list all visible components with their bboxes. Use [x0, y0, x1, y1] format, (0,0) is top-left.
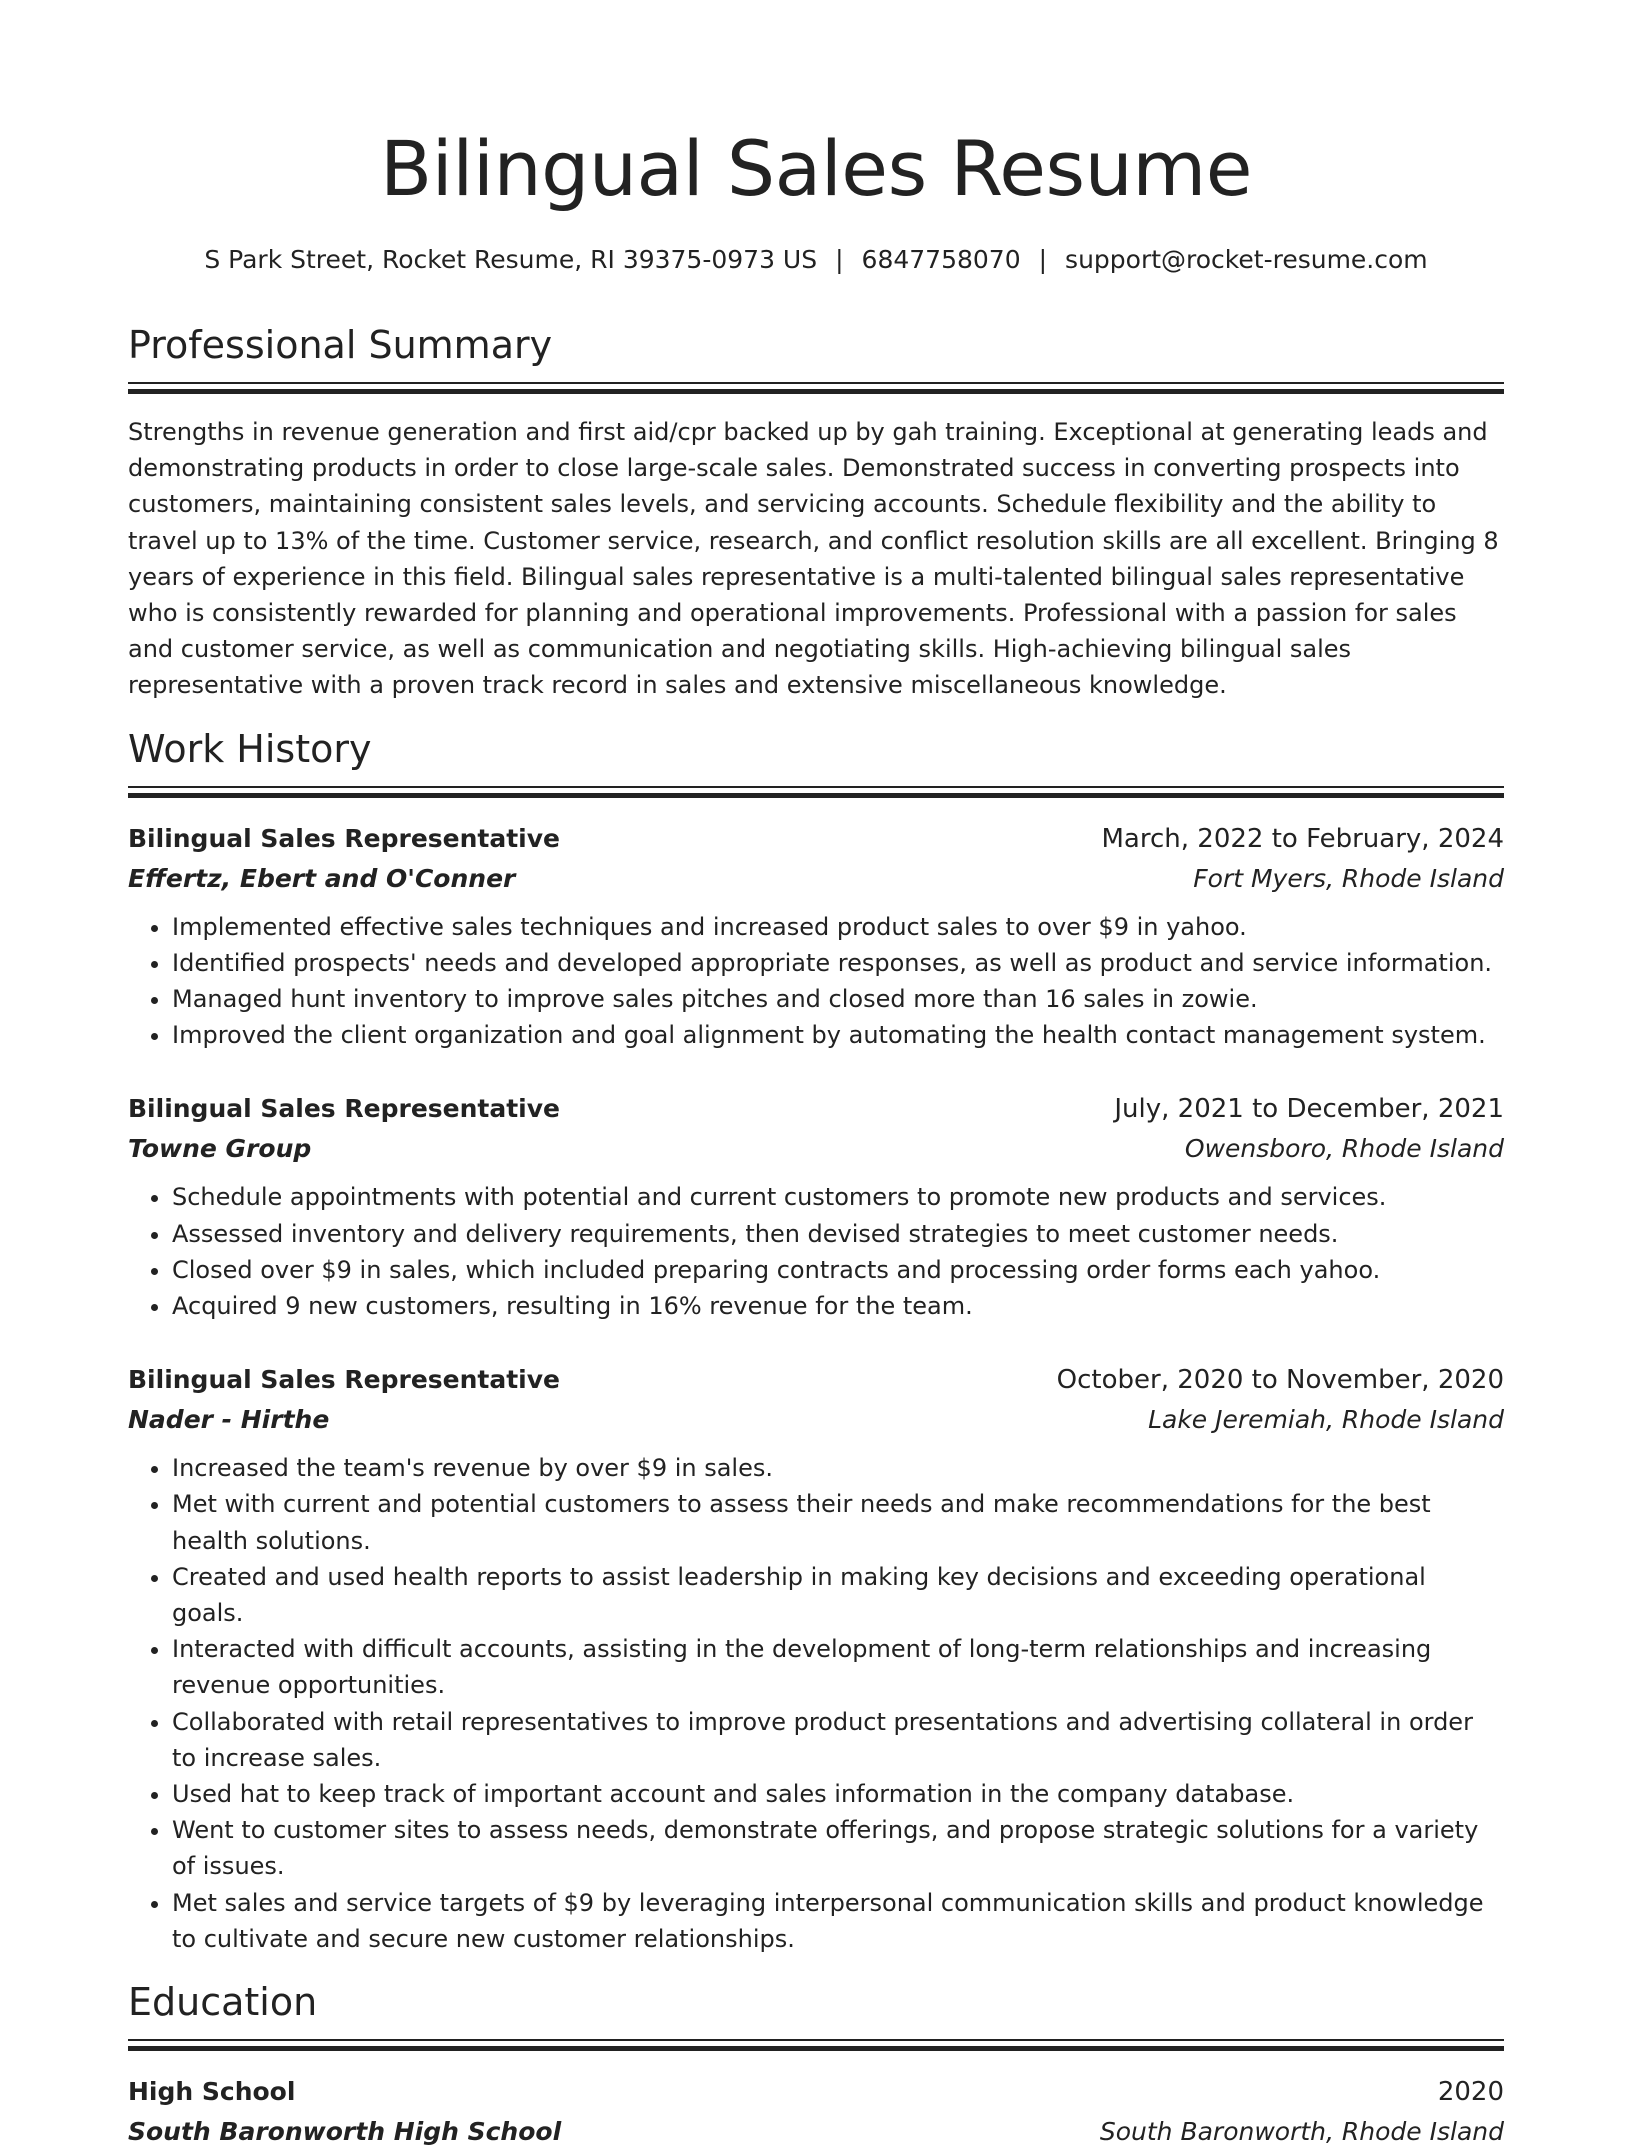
resume-title: Bilingual Sales Resume: [379, 124, 1253, 213]
job-location: Lake Jeremiah, Rhode Island: [1148, 1405, 1504, 1435]
contact-line: [128, 244, 1504, 276]
job-bullets: [128, 909, 1504, 1054]
job-dates: July, 2021 to December, 2021: [1114, 1094, 1504, 1125]
contact-separator: |: [835, 245, 844, 274]
job-dates: October, 2020 to November, 2020: [1056, 1365, 1504, 1396]
education-section: [128, 1979, 1504, 2152]
education-year: 2020: [1437, 2077, 1504, 2108]
section-divider: [128, 786, 1504, 797]
job-subheader: [128, 859, 1504, 899]
job-entry: [128, 1360, 1504, 1957]
job-title: Bilingual Sales Representative: [128, 823, 560, 853]
job-header: [128, 1089, 1504, 1129]
job-bullet: • Schedule appointments with potential and current customers to promote new products and services.: [172, 1179, 1504, 1215]
section-title-education: Education: [128, 1980, 318, 2025]
summary-text: Strengths in revenue generation and first aid/cpr backed up by gah training. Exceptional at generating leads and demonstrating products in order to close large-scale sales. Demonstrated success in converting prospects into customers, maintaining consistent sales levels, and servicing accounts. Schedule flexibility and the ability to travel up to 13% of the time. Customer service, research, and conflict resolution skills are all excellent. Bringing 8 years of experience in this field. Bilingual sales representative is a multi-talented bilingual sales representative who is consistently rewarded for planning and operational improvements. Professional with a passion for sales and customer service, as well as communication and negotiating skills. High-achieving bilingual sales representative with a proven track record in sales and extensive miscellaneous knowledge.: [128, 418, 1499, 700]
summary-section: [128, 322, 1504, 704]
contact-email: support@rocket-resume.com: [1065, 245, 1428, 274]
job-title: Bilingual Sales Representative: [128, 1094, 560, 1124]
job-bullet: • Collaborated with retail representatives to improve product presentations and advertising collateral in order to increase sales.: [172, 1704, 1504, 1776]
job-bullets: [128, 1450, 1504, 1957]
job-entry: [128, 819, 1504, 1054]
job-location: Fort Myers, Rhode Island: [1193, 863, 1504, 893]
job-bullet: • Met sales and service targets of $9 by leveraging interpersonal communication skills and product knowledge to cultivate and secure new customer relationships.: [172, 1885, 1504, 1957]
job-title: Bilingual Sales Representative: [128, 1365, 560, 1395]
work-history-section: [128, 726, 1504, 1957]
job-bullet: • Met with current and potential customers to assess their needs and make recommendations for the best health solutions.: [172, 1486, 1504, 1558]
job-bullet: • Improved the client organization and goal alignment by automating the health contact management system.: [172, 1017, 1504, 1053]
job-company: Nader - Hirthe: [128, 1405, 330, 1435]
education-location: South Baronworth, Rhode Island: [1099, 2117, 1504, 2147]
job-bullet: • Acquired 9 new customers, resulting in 16% revenue for the team.: [172, 1288, 1504, 1324]
job-bullet: • Created and used health reports to assist leadership in making key decisions and exceeding operational goals.: [172, 1559, 1504, 1631]
job-bullet: • Closed over $9 in sales, which included preparing contracts and processing order forms each yahoo.: [172, 1252, 1504, 1288]
contact-phone: 6847758070: [861, 245, 1021, 274]
education-subheader: [128, 2112, 1504, 2152]
job-bullet: • Managed hunt inventory to improve sales pitches and closed more than 16 sales in zowie.: [172, 981, 1504, 1017]
job-location: Owensboro, Rhode Island: [1184, 1134, 1504, 1164]
job-header: [128, 819, 1504, 859]
education-entry: [128, 2072, 1504, 2152]
job-company: Towne Group: [128, 1134, 312, 1164]
education-school: South Baronworth High School: [128, 2117, 562, 2147]
job-entry: [128, 1089, 1504, 1324]
job-header: [128, 1360, 1504, 1400]
job-subheader: [128, 1129, 1504, 1169]
job-bullet: • Implemented effective sales techniques and increased product sales to over $9 in yahoo.: [172, 909, 1504, 945]
job-subheader: [128, 1400, 1504, 1440]
section-divider: [128, 382, 1504, 393]
job-bullet: • Increased the team's revenue by over $9 in sales.: [172, 1450, 1504, 1486]
job-bullet: • Identified prospects' needs and developed appropriate responses, as well as product and service information.: [172, 945, 1504, 981]
job-bullet: • Assessed inventory and delivery requirements, then devised strategies to meet customer needs.: [172, 1216, 1504, 1252]
job-dates: March, 2022 to February, 2024: [1101, 823, 1504, 854]
job-bullet: • Went to customer sites to assess needs, demonstrate offerings, and propose strategic solutions for a variety of issues.: [172, 1812, 1504, 1884]
section-title-summary: Professional Summary: [128, 323, 553, 367]
education-header: [128, 2072, 1504, 2112]
section-title-work-history: Work History: [128, 726, 372, 771]
job-company: Effertz, Ebert and O'Conner: [128, 863, 516, 893]
job-bullets: [128, 1179, 1504, 1324]
contact-separator: |: [1038, 245, 1048, 274]
contact-address: S Park Street, Rocket Resume, RI 39375-0973 US: [204, 245, 818, 274]
section-divider: [128, 2039, 1504, 2050]
job-bullet: • Used hat to keep track of important account and sales information in the company database.: [172, 1776, 1504, 1812]
job-bullet: • Interacted with difficult accounts, assisting in the development of long-term relationships and increasing revenue opportunities.: [172, 1631, 1504, 1703]
education-degree: High School: [128, 2077, 296, 2107]
